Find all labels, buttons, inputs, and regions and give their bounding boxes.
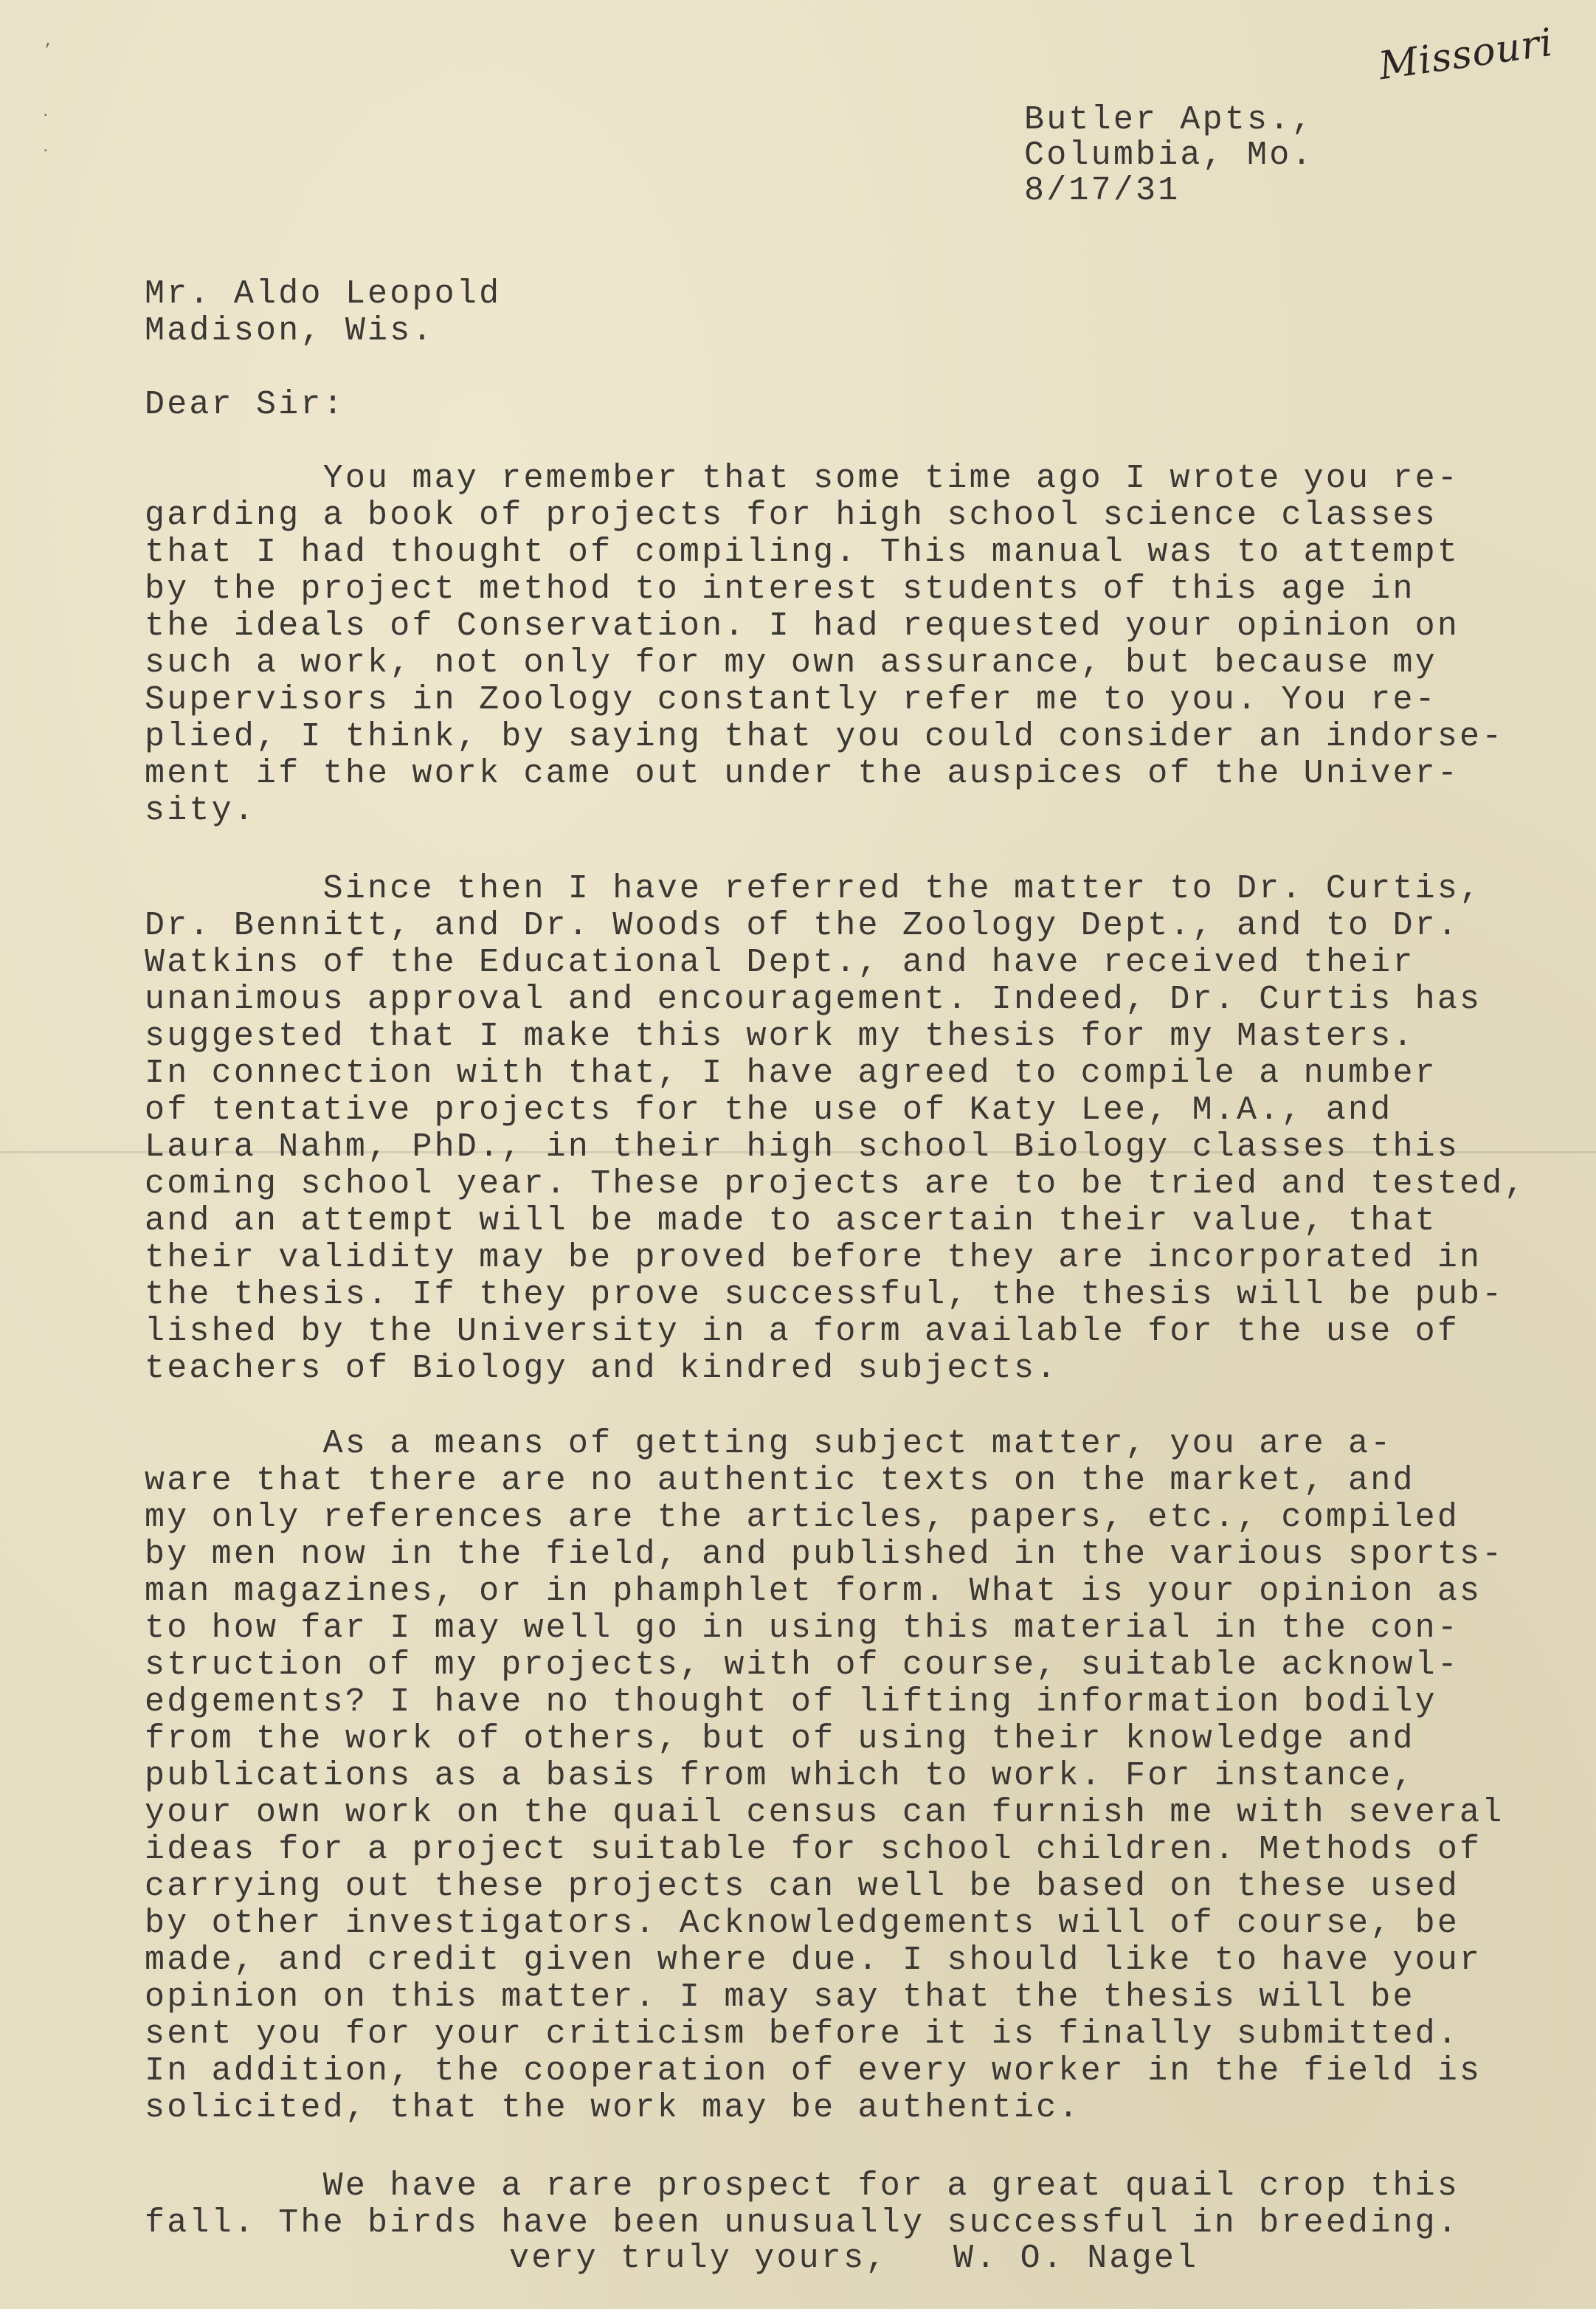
paragraph-line: ment if the work came out under the auspices of the Univer- — [145, 755, 1460, 793]
paragraph-line: unanimous approval and encouragement. Indeed, Dr. Curtis has — [145, 981, 1482, 1018]
paragraph-line: the thesis. If they prove successful, the thesis will be pub- — [145, 1276, 1505, 1314]
paragraph-line: Watkins of the Educational Dept., and have received their — [145, 944, 1415, 981]
paragraph-line: such a work, not only for my own assurance, but because my — [145, 644, 1437, 682]
recipient-place: Madison, Wis. — [145, 312, 435, 350]
paragraph-line: garding a book of projects for high school science classes — [145, 497, 1437, 534]
recipient-name: Mr. Aldo Leopold — [145, 275, 502, 313]
sender-address-line: Butler Apts., — [1024, 101, 1314, 139]
paragraph-line: sent you for your criticism before it is finally submitted. — [145, 2015, 1460, 2053]
paragraph-line: man magazines, or in phamphlet form. What is your opinion as — [145, 1573, 1482, 1610]
handwritten-note: Missouri — [1375, 20, 1556, 89]
paragraph-line: ware that there are no authentic texts on the market, and — [145, 1462, 1415, 1499]
margin-mark: ․ — [43, 103, 49, 121]
paragraph-line: publications as a basis from which to work. For instance, — [145, 1757, 1415, 1795]
paragraph-line: solicited, that the work may be authentic. — [145, 2089, 1081, 2127]
paragraph-line: and an attempt will be made to ascertain their value, that — [145, 1202, 1437, 1240]
paragraph-line: opinion on this matter. I may say that the thesis will be — [145, 1978, 1415, 2016]
paragraph-line: to how far I may well go in using this material in the con- — [145, 1609, 1460, 1647]
paragraph-line: Dr. Bennitt, and Dr. Woods of the Zoology Dept., and to Dr. — [145, 907, 1460, 945]
paragraph-line: Since then I have referred the matter to Dr. Curtis, — [145, 870, 1482, 908]
paragraph-line: Supervisors in Zoology constantly refer me to you. You re- — [145, 681, 1437, 719]
paragraph-line: struction of my projects, with of course, suitable acknowl- — [145, 1646, 1460, 1684]
paragraph-line: As a means of getting subject matter, you are a- — [145, 1425, 1393, 1463]
margin-mark: ․ — [43, 138, 49, 156]
paragraph-line: ideas for a project suitable for school children. Methods of — [145, 1831, 1482, 1868]
paragraph-line: the ideals of Conservation. I had requested your opinion on — [145, 607, 1460, 645]
salutation: Dear Sir: — [145, 386, 345, 424]
paragraph-line: teachers of Biology and kindred subjects. — [145, 1350, 1059, 1387]
paragraph-line: In connection with that, I have agreed to compile a number — [145, 1055, 1437, 1092]
paragraph-line: their validity may be proved before they are incorporated in — [145, 1239, 1482, 1277]
paragraph-line: by men now in the field, and published in the various sports- — [145, 1536, 1505, 1573]
margin-mark: ’ — [43, 41, 53, 60]
letter-date: 8/17/31 — [1024, 172, 1181, 210]
paragraph-line: by other investigators. Acknowledgements will of course, be — [145, 1905, 1460, 1942]
paragraph-line: from the work of others, but of using their knowledge and — [145, 1720, 1415, 1758]
paragraph-line: your own work on the quail census can furnish me with several — [145, 1794, 1505, 1832]
paragraph-line: coming school year. These projects are to be tried and tested, — [145, 1165, 1527, 1203]
paragraph-line: carrying out these projects can well be based on these used — [145, 1868, 1460, 1905]
paragraph-line: plied, I think, by saying that you could consider an indorse- — [145, 718, 1505, 756]
paragraph-line: that I had thought of compiling. This manual was to attempt — [145, 534, 1460, 571]
paragraph-line: edgements? I have no thought of lifting information bodily — [145, 1683, 1437, 1721]
paragraph-line: my only references are the articles, papers, etc., compiled — [145, 1499, 1460, 1536]
paragraph-line: by the project method to interest students of this age in — [145, 570, 1415, 608]
paragraph-line: You may remember that some time ago I wrote you re- — [145, 460, 1460, 497]
paragraph-line: suggested that I make this work my thesis for my Masters. — [145, 1018, 1415, 1055]
closing: very truly yours, — [509, 2240, 888, 2277]
paragraph-line: fall. The birds have been unusually successful in breeding. — [145, 2204, 1460, 2242]
signature: W. O. Nagel — [953, 2240, 1199, 2277]
sender-address-line: Columbia, Mo. — [1024, 137, 1314, 174]
paragraph-line: Laura Nahm, PhD., in their high school Biology classes this — [145, 1128, 1460, 1166]
paragraph-line: In addition, the cooperation of every worker in the field is — [145, 2052, 1482, 2090]
paragraph-line: sity. — [145, 792, 257, 829]
paragraph-line: of tentative projects for the use of Katy Lee, M.A., and — [145, 1091, 1393, 1129]
paragraph-line: made, and credit given where due. I should like to have your — [145, 1942, 1482, 1979]
paragraph-line: lished by the University in a form available for the use of — [145, 1313, 1460, 1350]
paragraph-line: We have a rare prospect for a great quail crop this — [145, 2167, 1460, 2205]
